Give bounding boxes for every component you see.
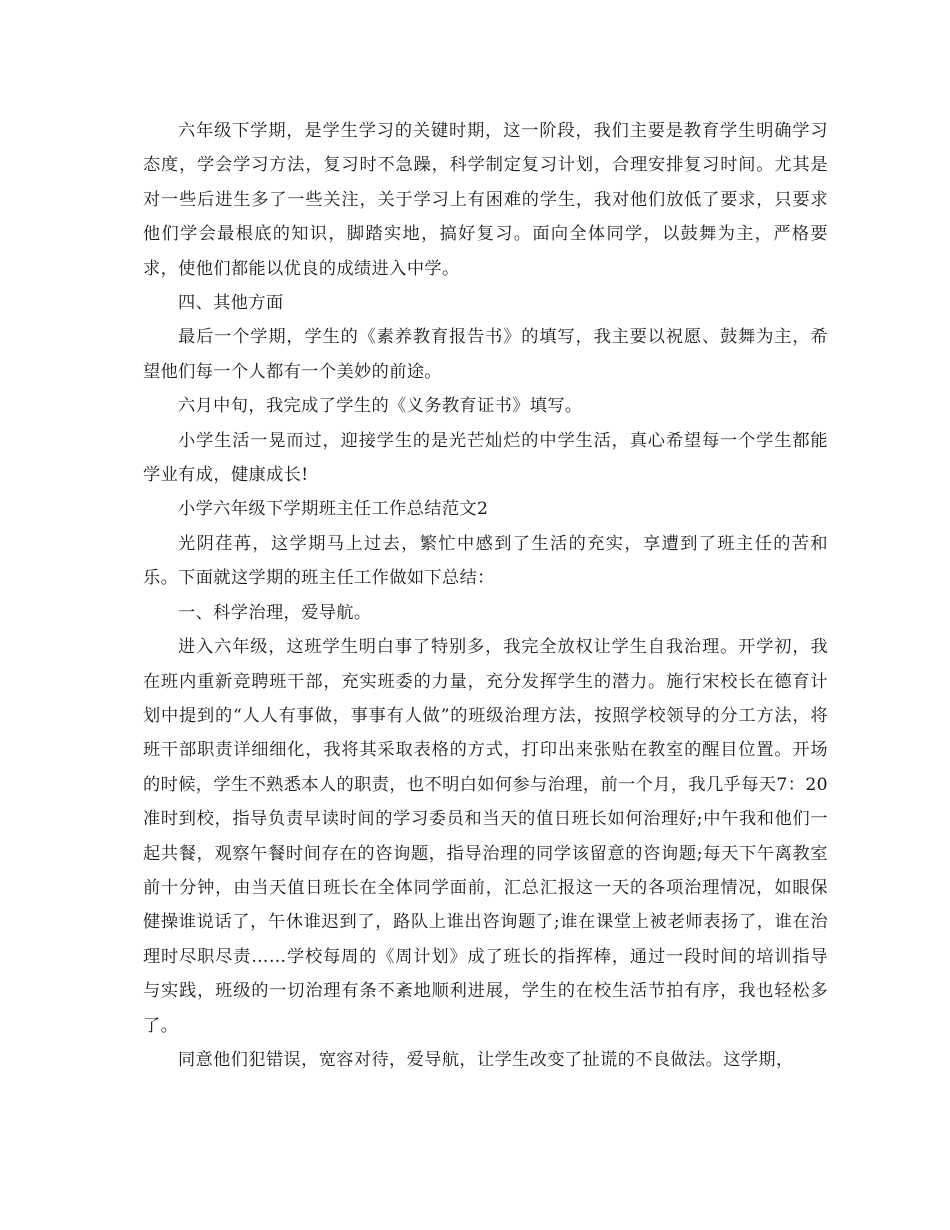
section-heading-other-aspects: 四、其他方面 [178, 293, 284, 314]
paragraph-tolerance: 同意他们犯错误，宽容对待，爱导航，让学生改变了扯谎的不良做法。这学期， [178, 1049, 794, 1070]
paragraph-quality-report: 最后一个学期，学生的《素养教育报告书》的填写，我主要以祝愿、鼓舞为主，希望他们每一个人都有一个美妙的前途。 [143, 327, 828, 382]
paragraph-closing-wish: 小学生活一晃而过，迎接学生的是光芒灿烂的中学生活，真心希望每一个学生都能学业有成，健康成长! [143, 430, 828, 486]
paragraph-intro: 光阴荏苒，这学期马上过去，繁忙中感到了生活的充实，享遭到了班主任的苦和乐。下面就这学期的班主任工作做如下总结： [143, 533, 828, 589]
section-heading-scientific-management: 一、科学治理，爱导航。 [178, 602, 372, 623]
paragraph-review-strategy: 六年级下学期，是学生学习的关键时期，这一阶段，我们主要是教育学生明确学习态度，学会学习方法，复习时不急躁，科学制定复习计划，合理安排复习时间。尤其是对一些后进生多了一些关注，关于学习上有困难的学生，我对他们放低了要求，只要求他们学会最根底的知识，脚踏实地，搞好复习。面向全体同学，以鼓舞为主，严格要求，使他们都能以优良的成绩进入中学。 [143, 121, 828, 279]
sample-essay-title: 小学六年级下学期班主任工作总结范文2 [178, 499, 489, 520]
paragraph-class-management: 进入六年级，这班学生明白事了特别多，我完全放权让学生自我治理。开学初，我在班内重新竞聘班干部，充实班委的力量，充分发挥学生的潜力。施行宋校长在德育计划中提到的“人人有事做，事事有人做”的班级治理方法，按照学校领导的分工方法，将班干部职责详细细化，我将其采取表格的方式，打印出来张贴在教室的醒目位置。开场的时候，学生不熟悉本人的职责，也不明白如何参与治理，前一个月，我几乎每天7：20准时到校，指导负责早读时间的学习委员和当天的值日班长如何治理好;中午我和他们一起共餐，观察午餐时间存在的咨询题，指导治理的同学该留意的咨询题;每天下午离教室前十分钟，由当天值日班长在全体同学面前，汇总汇报这一天的各项治理情况，如眼保健操谁说话了，午休谁迟到了，路队上谁出咨询题了;谁在课堂上被老师表扬了，谁在治理时尽职尽责……学校每周的《周计划》成了班长的指挥棒，通过一段时间的培训指导与实践，班级的一切治理有条不紊地顺利进展，学生的在校生活节拍有序，我也轻松多了。 [143, 637, 828, 1036]
document-body [143, 114, 828, 1077]
paragraph-compulsory-certificate: 六月中旬，我完成了学生的《义务教育证书》填写。 [178, 396, 583, 417]
